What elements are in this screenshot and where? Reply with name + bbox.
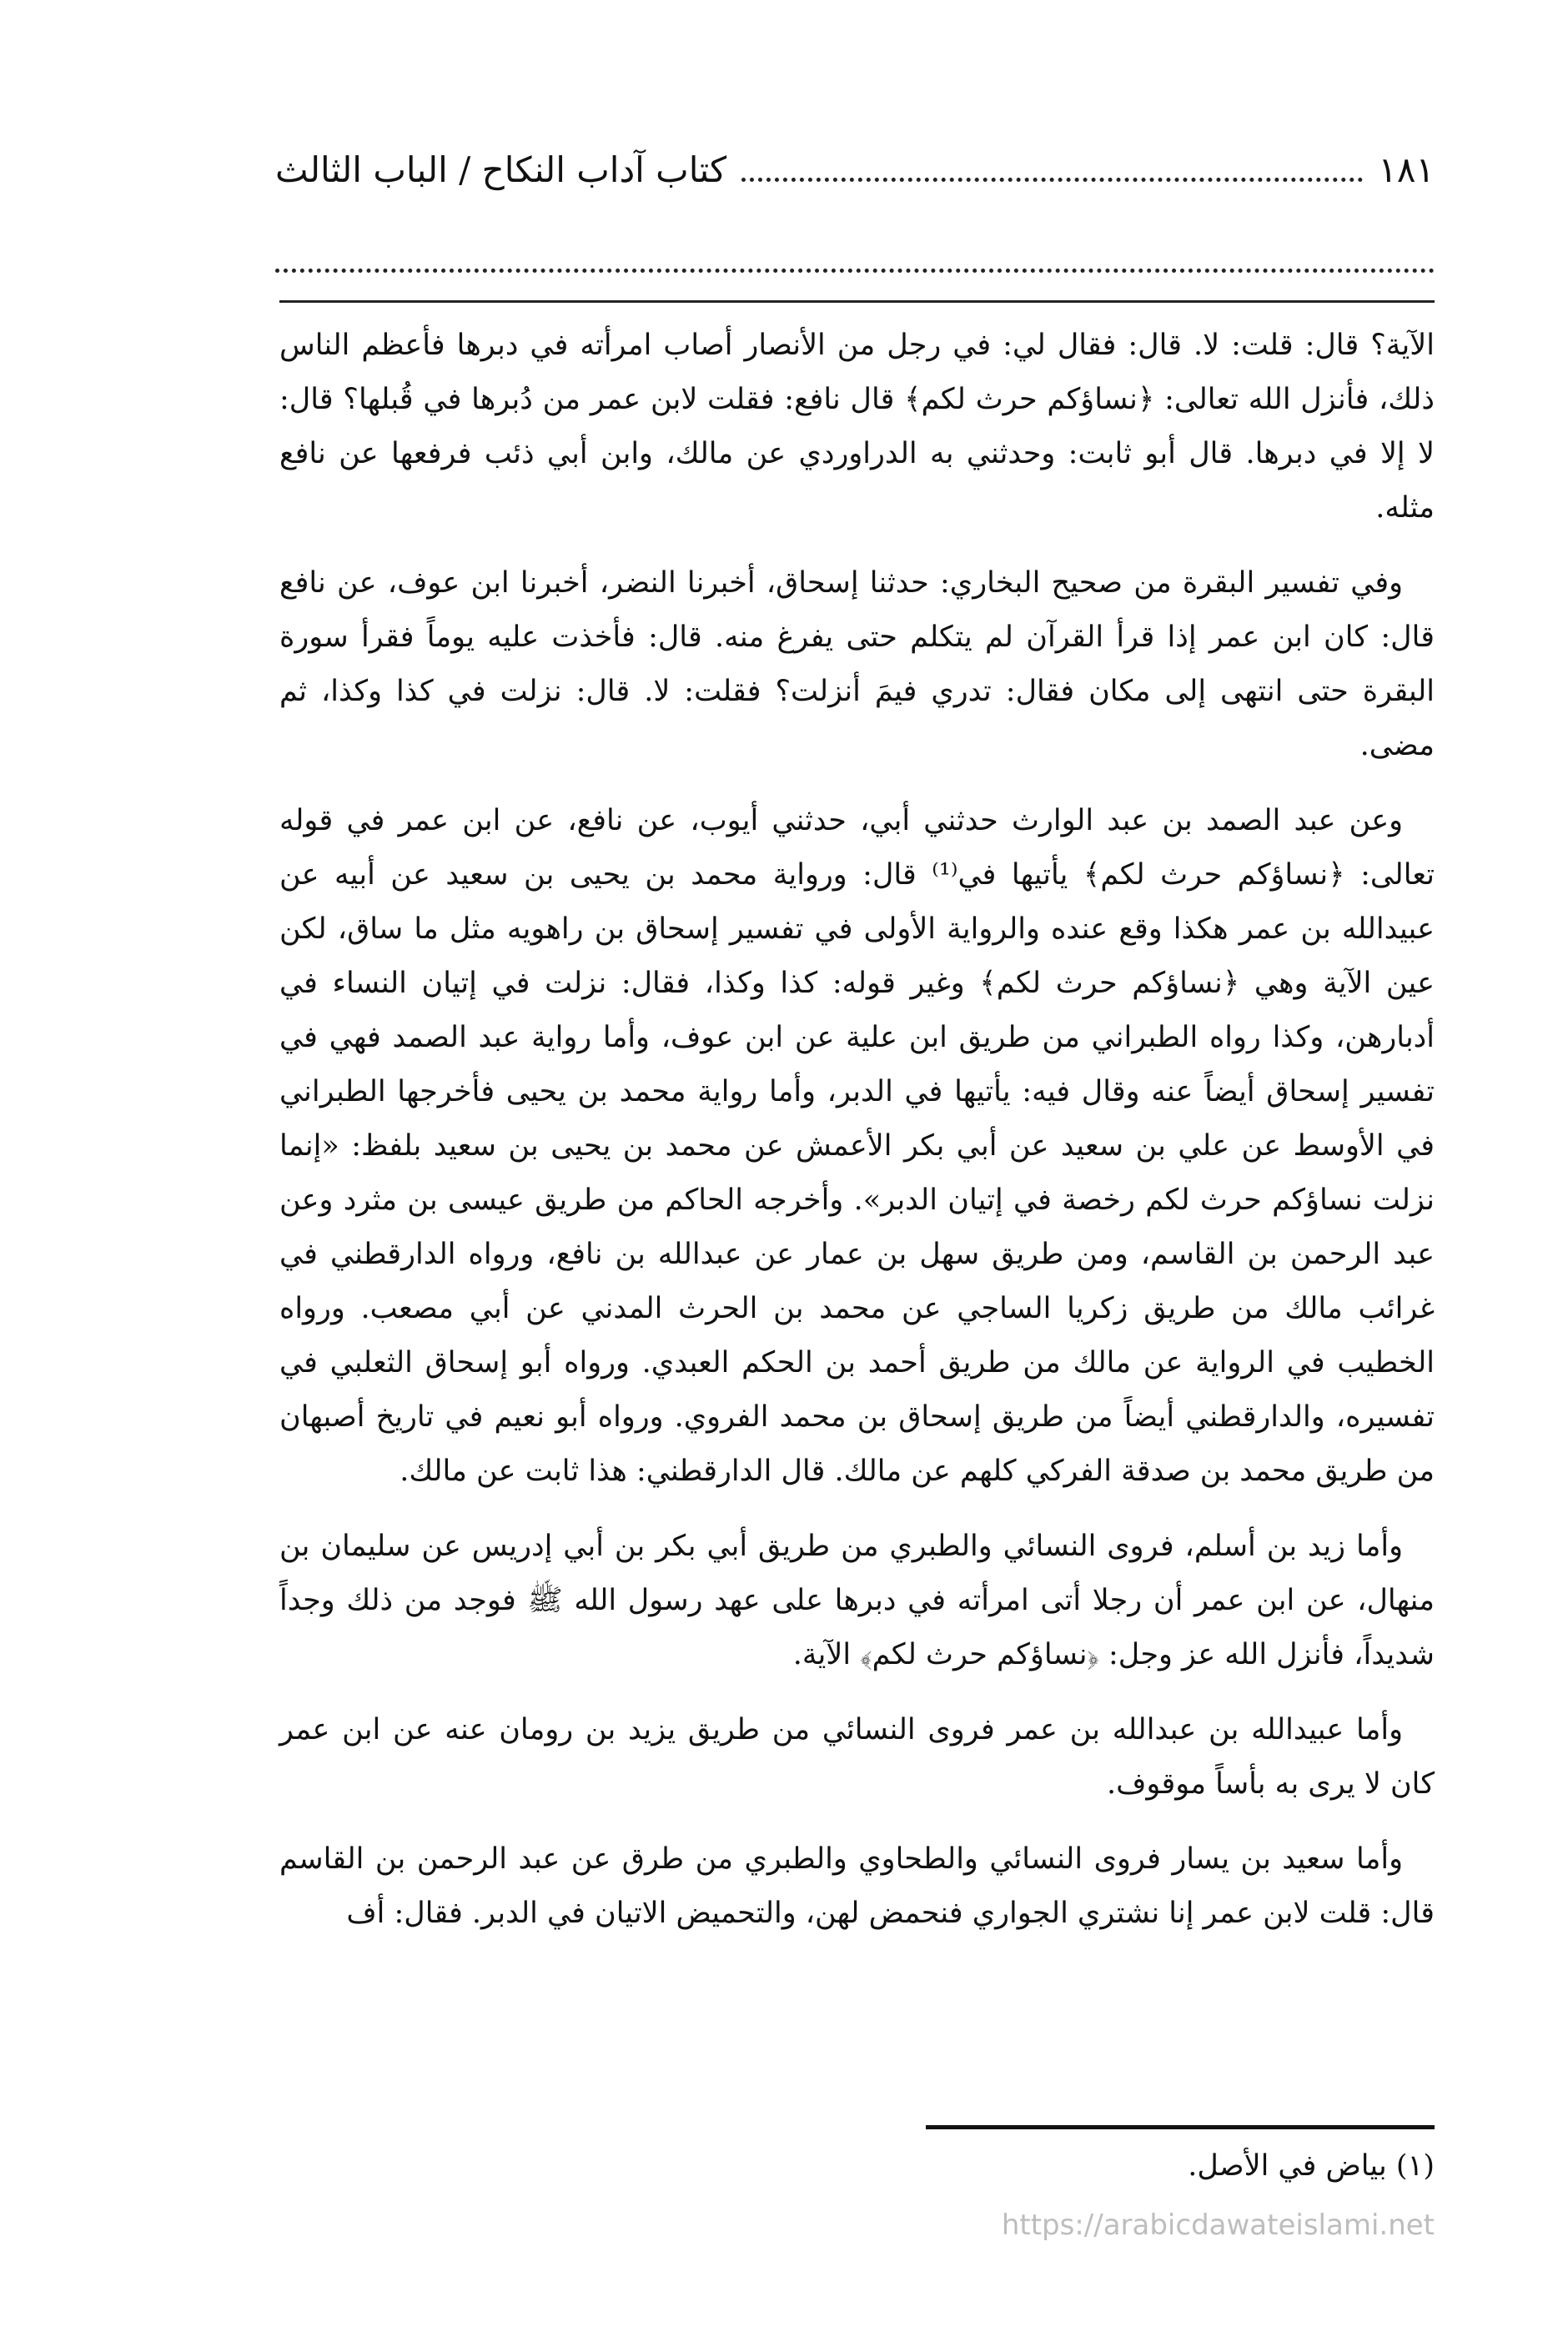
page-number: ١٨١ — [1378, 148, 1435, 190]
running-header — [275, 140, 1435, 199]
footnote-rule — [926, 2125, 1435, 2129]
paragraph: وفي تفسير البقرة من صحيح البخاري: حدثنا إسحاق، أخبرنا النضر، أخبرنا ابن عوف، عن نافع قال: كان ابن عمر إذا قرأ القرآن لم يتكلم حتى يفرغ منه. قال: فأخذت عليه يوماً فقرأ سورة البقرة حتى انتهى إلى مكان فقال: تدري فيمَ أنزلت؟ فقلت: لا. قال: نزلت في كذا وكذا، ثم مضى. — [279, 566, 1435, 762]
main-text — [279, 319, 1435, 1962]
dotted-divider — [275, 269, 1435, 273]
paragraph: وعن عبد الصمد بن عبد الوارث حدثني أبي، حدثني أيوب، عن نافع، عن ابن عمر في قوله تعالى: ﴿نساؤكم حرث لكم﴾ يأتيها في⁽¹⁾ قال: ورواية محمد بن يحيى بن سعيد عن أبيه عن عبيدالله بن عمر هكذا وقع عنده والرواية الأولى في تفسير إسحاق بن راهويه مثل ما ساق، لكن عين الآية وهي ﴿نساؤكم حرث لكم﴾ وغير قوله: كذا وكذا، فقال: نزلت في إتيان النساء في أدبارهن، وكذا رواه الطبراني من طريق ابن علية عن ابن عوف، وأما رواية عبد الصمد فهي في تفسير إسحاق أيضاً عنه وقال فيه: يأتيها في الدبر، وأما رواية محمد بن يحيى فأخرجها الطبراني في الأوسط عن علي بن سعيد عن أبي بكر الأعمش عن محمد بن يحيى بن سعيد بلفظ: «إنما نزلت نساؤكم حرث لكم رخصة في إتيان الدبر». وأخرجه الحاكم من طريق عيسى بن مثرد وعن عبد الرحمن بن القاسم، ومن طريق سهل بن عمار عن عبدالله بن نافع، ورواه الدارقطني في غرائب مالك من طريق زكريا الساجي عن محمد بن الحرث المدني عن أبي مصعب. ورواه الخطيب في الرواية عن مالك من طريق أحمد بن الحكم العبدي. ورواه أبو إسحاق الثعلبي في تفسيره، والدارقطني أيضاً من طريق إسحاق بن محمد الفروي. ورواه أبو نعيم في تاريخ أصبهان من طريق محمد بن صدقة الفركي كلهم عن مالك. قال الدارقطني: هذا ثابت عن مالك. — [279, 804, 1435, 1488]
paragraph: وأما زيد بن أسلم، فروى النسائي والطبري من طريق أبي بكر بن أبي إدريس عن سليمان بن منهال، عن ابن عمر أن رجلا أتى امرأته في دبرها على عهد رسول الله ﷺ فوجد من ذلك وجداً شديداً، فأنزل الله عز وجل: ﴿نساؤكم حرث لكم﴾ الآية. — [279, 1530, 1435, 1671]
paragraph: الآية؟ قال: قلت: لا. قال: فقال لي: في رجل من الأنصار أصاب امرأته في دبرها فأعظم الناس ذلك، فأنزل الله تعالى: ﴿نساؤكم حرث لكم﴾ قال نافع: فقلت لابن عمر من دُبرها في قُبلها؟ قال: لا إلا في دبرها. قال أبو ثابت: وحدثني به الدراوردي عن مالك، وابن أبي ذئب فرفعها عن نافع مثله. — [279, 329, 1435, 525]
header-rule — [279, 300, 1435, 303]
watermark-url: https://arabicdawateislami.net — [1001, 2209, 1435, 2242]
paragraph: وأما عبيدالله بن عبدالله بن عمر فروى النسائي من طريق يزيد بن رومان عنه عن ابن عمر كان لا يرى به بأساً موقوف. — [279, 1713, 1435, 1801]
header-leader-dots — [741, 158, 1363, 182]
footnote: (١) بياض في الأصل. — [1188, 2149, 1435, 2183]
header-title: كتاب آداب النكاح / الباب الثالث — [275, 148, 727, 190]
paragraph: وأما سعيد بن يسار فروى النسائي والطحاوي والطبري من طرق عن عبد الرحمن بن القاسم قال: قلت لابن عمر إنا نشتري الجواري فنحمض لهن، والتحميض الاتيان في الدبر. فقال: أف — [279, 1842, 1435, 1930]
